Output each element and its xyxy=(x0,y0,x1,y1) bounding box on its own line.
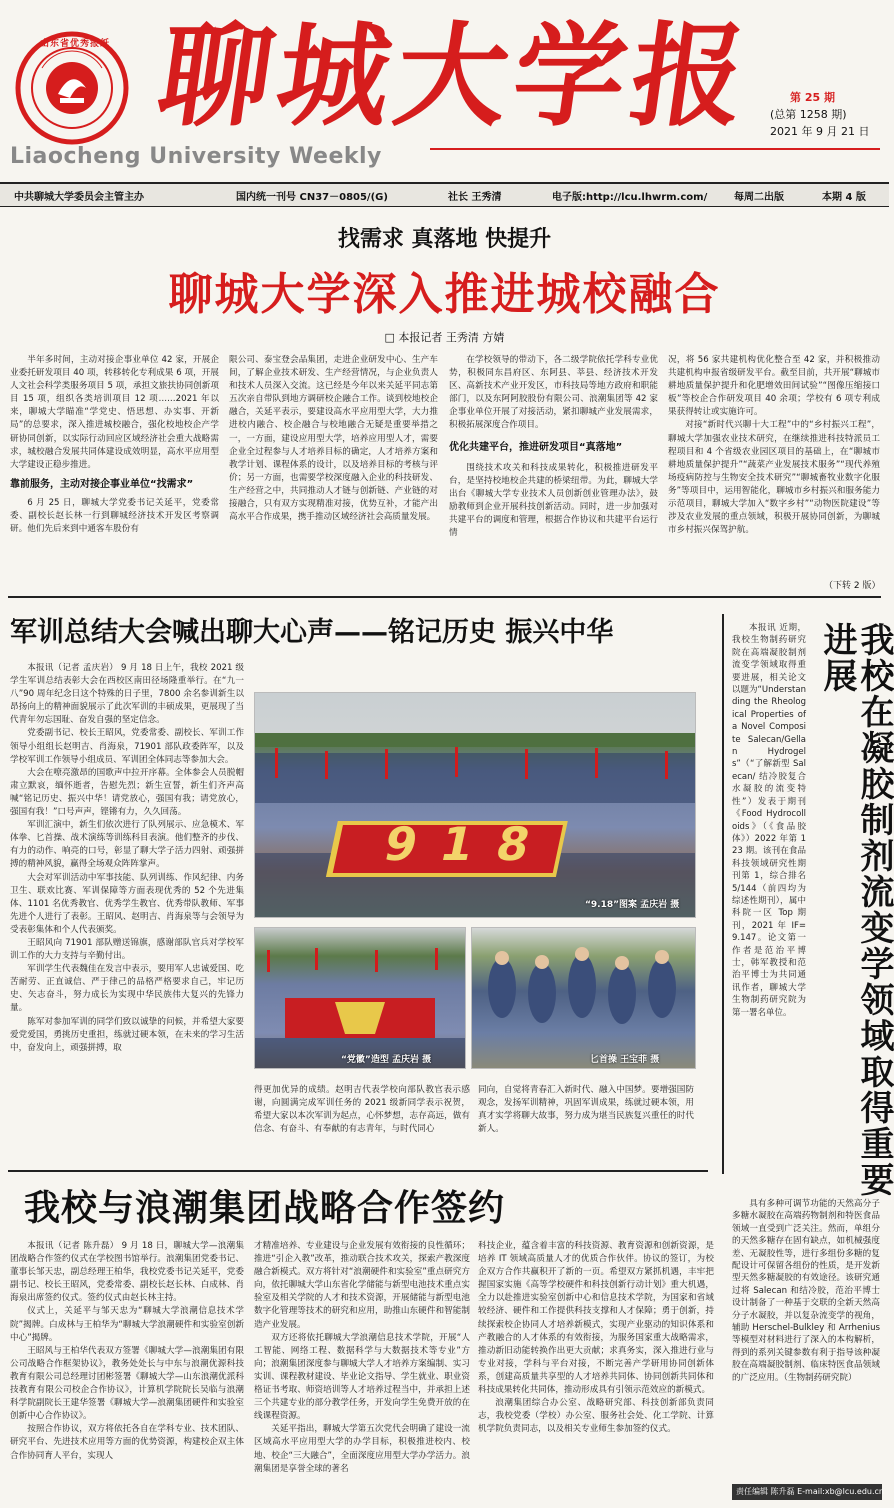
page-count: 本期 4 版 xyxy=(822,192,866,203)
sidebar-col-2 xyxy=(732,1198,880,1468)
sidebar-col-1 xyxy=(732,622,806,1192)
lead-col4-para: 况，将 56 家共建机构优化整合至 42 家，并积极推动共建机构申报省级研发平台。截至目前，共开展“聊城市耕地质量保护提升和化肥增效田间试验”“图像压缩接口板”等校企合作研发项目 40 余项；学校有 6 项专利成果获得转让或实施许可。 xyxy=(668,355,880,418)
lead-subhead-2: 优化共建平台，推进研发项目“真落地” xyxy=(449,441,623,453)
lead-col-3 xyxy=(449,354,658,594)
lead-continue: （下转 2 版） xyxy=(824,581,881,591)
military-col2-para: 得更加优异的成绩。赵明吉代表学校向部队教官表示感谢，向圆满完成军训任务的 2021 级新同学表示祝贺，希望大家以本次军训为起点，心怀梦想，志存高远，做有信念、有奋斗、有奉献的有志青年，与时代同心 xyxy=(254,1085,470,1135)
lead-byline: □ 本报记者 王秀清 方婧 xyxy=(384,331,505,344)
inspur-col-1 xyxy=(10,1240,244,1502)
photo3-caption: 匕首操 王宝菲 摄 xyxy=(590,1055,660,1065)
military-col-1 xyxy=(10,662,244,1156)
inspur-col-3 xyxy=(478,1240,714,1502)
photo-dagger-drill xyxy=(471,927,696,1069)
president: 社长 王秀清 xyxy=(448,192,502,203)
military-col3-para: 同向，自觉将青春汇入新时代、融入中国梦。要增强国防观念，发扬军训精神，巩固军训成果，练就过硬本领，用真才实学将聊大故事，努力成为堪当民族复兴重任的时代新人。 xyxy=(478,1085,694,1135)
masthead-english: Liaocheng University Weekly xyxy=(10,144,382,169)
military-col-3 xyxy=(478,1084,694,1164)
inspur-col2-p2: 双方还将依托聊城大学浪潮信息技术学院，开展“人工智能、网络工程、数据科学与大数据技术等专业”方向；浪潮集团深度参与聊城大学人才培养方案编制、实习实训、课程教材建设、毕业论文指导、学生就业、职业资格证书考取、师资培训等人才培养过程当中，并承担上述三个共建专业的部分教学任务，开发向学生免费开放的在线课程资源。 xyxy=(254,1332,470,1422)
lead-col4b-para: 对接“新时代兴聊十大工程”中的“乡村振兴工程”，聊城大学加强农业技术研究，在继续推进科技特派员工程项目和 4 个省级农业园区项目的基础上，在“聊城市耕地质量保护提升”“蔬菜产业发展技术服务”“现代养殖场疫病防控与生物安全技术研究”“聊城畜牧业数字化服务”等项目中，运用智能化，聊城市乡村振兴和服务能力示范项目，聊城大学加入“数字乡村”“动物医院建设”等涉及农业发展的重点领域，积极开展协同创新，为聊城市乡村振兴保驾护航。 xyxy=(668,420,880,536)
info-bar xyxy=(0,182,889,207)
lead-col1-para: 半年多时间，主动对接企事业单位 42 家，开展企业委托研发项目 40 项，转移转化专利成果 6 项，开展人文社会科学类服务项目 5 项，承担文旅扶协同创新项目 15 项，组织各类培训项目 12 项……2021 年以来，聊城大学瞄准“学党史、悟思想、办实事、开新局”的总要求，深入推进城校融合，强化校地校企产学研协同创新，以实际行动回应区域经济社会重大战略需求，城校融合发展共同体建设成效明显，高水平应用型大学建设正稳步推进。 xyxy=(10,355,219,470)
military-headline: 军训总结大会喊出聊大心声——铭记历史 振兴中华 xyxy=(10,617,614,648)
military-divider xyxy=(8,1170,708,1172)
website-link[interactable]: 电子版:http://lcu.lhwrm.com/ xyxy=(552,192,708,203)
military-p2: 党委副书记、校长王昭风，党委常委、副校长、军训工作领导小组组长赵明吉、肖海泉，71901 部队政委阵军，以及学校军训工作领导小组成员、军训团全体同志等参加大会。 xyxy=(10,728,244,765)
frequency: 每周二出版 xyxy=(734,192,784,203)
inspur-col-2 xyxy=(254,1240,470,1502)
photo1-caption: “9.18”图案 孟庆岩 摄 xyxy=(585,900,680,910)
photo2-caption: “党徽”造型 孟庆岩 摄 xyxy=(341,1055,432,1065)
inspur-col2-p3: 关延平指出，聊城大学第五次党代会明确了建设一流区域高水平应用型大学的办学目标，积极推进校内、校地、校企“三大融合”，全面深度应用型大学办学活力。浪潮集团是享誉全球的著名 xyxy=(254,1424,470,1474)
military-p5: 大会对军训活动中军事技能、队列训练、作风纪律、内务卫生、联欢比赛、军训保障等方面表现优秀的 52 个先进集体、1101 名优秀教官、优秀学生教官、优秀带队教师、军事先进个人进行了表彰。王昭风、赵明吉、肖海泉等与会领导为受表彰集体和个人代表颁奖。 xyxy=(10,872,244,935)
sidebar-headline-text: 我校在凝胶制剂流变学领域取得重要进展 xyxy=(817,622,894,1198)
lead-subhead-1: 靠前服务，主动对接企事业单位“找需求” xyxy=(10,478,194,490)
inspur-col2-p1: 才精准培养、专业建设与企业发展有效衔接的良性循环；推进“引企入教”改革，推动联合技术攻关，探索产教深度融合新模式。双方将针对“浪潮硬件和实验室”重点研究方向，依托聊城大学山东省化学储能与新型电池技术重点实验室及相关学院的人才和技术资源，开展储能与新型电池数字化管理等技术的研究和应用，助推山东硬件和智能制造产业发展。 xyxy=(254,1241,470,1330)
lead-col-4 xyxy=(668,354,880,576)
issue-date: 2021 年 9 月 21 日 xyxy=(770,125,870,138)
military-p1: 本报讯（记者 孟庆岩） 9 月 18 日上午，我校 2021 级学生军训总结表彰大会在西校区南田径场隆重举行。在“九一八”90 周年纪念日这个特殊的日子里，7800 余名参训新生以昂扬向上的精神面貌展示了此次军训的丰硕成果，更展现了当代青年勿忘国耻、奋发自强的坚定信念。 xyxy=(10,663,244,726)
masthead-title: 聊城大学报 xyxy=(150,11,760,142)
seal-text: 山东省优秀报纸 xyxy=(40,39,111,49)
inspur-p4: 按照合作协议，双方将依托各自在学科专业、技术团队、研究平台、先进技术应用等方面的优势资源，构建校企双主体合作协同育人平台，实现人 xyxy=(10,1424,244,1461)
lead-col1b-para: 6 月 25 日，聊城大学党委书记关延平，党委常委、副校长赵长林一行到聊城经济技术开发区考察调研。他们先后来到中通客车股份有 xyxy=(10,497,219,535)
masthead-rule xyxy=(430,148,880,150)
military-p8: 陈军对参加军训的同学们致以诚挚的问候，并希望大家要爱党爱国，勇挑历史重担，练就过硬本领，在未来的学习生活中，奋发向上，顽强拼搏，取 xyxy=(10,1016,244,1053)
lead-col-1 xyxy=(10,354,219,594)
lead-col3-para: 在学校领导的带动下，各二级学院依托学科专业优势，积极同东昌府区、东阿县、莘县、经济技术开发区、高新技术产业开发区，市科技局等地方政府和职能部门，以及东阿阿胶股份有限公司、浪潮集团等 42 家企事业单位开展了对接活动，紧扣聊城产业发展需求，积极拓展深度合作项目。 xyxy=(449,355,658,431)
photo-party-emblem-formation xyxy=(254,927,466,1069)
issue-number: 第 25 期 xyxy=(790,91,835,104)
military-p6: 王昭风向 71901 部队赠送锦旗，感谢部队官兵对学校军训工作的大力支持与辛勤付出。 xyxy=(10,937,244,962)
military-p4: 军训汇演中，新生们依次进行了队列展示、应急模术、军体拳、匕首操、战术演练等训练科目表演。他们整齐的步伐、有力的动作、响亮的口号，彰显了聊大学子活力四射、顽强拼搏的精神风貌，赢得全场观众阵阵掌声。 xyxy=(10,820,244,870)
editor-footer-text: 责任编辑 陈升磊 E-mail:xb@lcu.edu.cn xyxy=(736,1487,884,1496)
lead-divider xyxy=(8,596,881,598)
inspur-p3: 王昭风与王柏华代表双方签署《聊城大学—浪潮集团有限公司战略合作框架协议》，教务处处长与中东与浪潮优源科技教育有限公司总经理讨团彬签署《聊城大学—山东浪潮优派科技教育有限公司校企合作协议》，计算机学院院长吴临与浪潮科学院副院长王建华签署《聊城大学—浪潮集团硬件和实验室创新中心合作协议》。 xyxy=(10,1345,244,1422)
editor-footer xyxy=(732,1484,882,1500)
lead-headline: 聊城大学深入推进城校融合 xyxy=(168,269,721,320)
sidebar-rule-left xyxy=(722,614,724,1174)
military-p3: 大会在嘹亮激昂的国歌声中拉开序幕。全体参会人员脱帽肃立默哀，缅怀逝者，告慰先烈；新生宣誓，新生们齐声高喊“铭记历史、振兴中华！请党放心，强国有我；请党放心，强国有我！”口号声声，铿锵有力，久久回荡。 xyxy=(10,767,244,818)
photo1-918-text: 918 xyxy=(379,817,559,871)
inspur-p1: 本报讯（记者 陈升磊） 9 月 18 日，聊城大学—浪潮集团战略合作签约仪式在学校图书馆举行。浪潮集团党委书记、董事长邹天忠，副总经理王柏华，我校党委书记关延平，党委副书记、校长王昭风，党委常委、副校长赵长林、白成林、肖海泉出席签约仪式。签约仪式由赵长林主持。 xyxy=(10,1241,244,1304)
sidebar-headline xyxy=(817,622,894,1212)
inspur-p2: 仪式上，关延平与邹天忠为“聊城大学浪潮信息技术学院”揭牌。白成林与王柏华为“聊城大学浪潮硬件和实验室创新中心”揭牌。 xyxy=(10,1306,244,1343)
lead-col-2 xyxy=(229,354,438,594)
sidebar-col1-para: 本报讯 近期，我校生物制药研究院在高端凝胶制剂流变学领域取得重要进展，相关论文以题为“Understanding the Rheological Properties of a Novel Composite Salecan/Gellan Hydrogels”（“了解新型 Salecan/ 结冷胶复合水凝胶的流变特性”）发表于期刊《Food Hydrocolloids》（《食品胶体》）2022 年第 123 期。该刊在食品科技领域研究性期刊第 1，综合排名 5/144（前四均为综述性期刊），属中科院一区 Top 期刊，2021 年 IF=9.147。论文第一作者是范治平博士，韩军教授和范治平博士为共同通讯作者，聊城大学生物制药研究院为第一署名单位。 xyxy=(732,623,806,1018)
sponsor: 中共聊城大学委员会主管主办 xyxy=(14,192,144,203)
lead-kicker: 找需求 真落地 快提升 xyxy=(337,226,552,252)
military-col-2 xyxy=(254,1084,470,1164)
military-p7: 军训学生代表魏佳在发言中表示，要用军人忠诚爱国、吃苦耐劳、正直诚信、严于律己的品格严格要求自己，牢记历史、矢志奋斗，努力成长为实现中华民族伟大复兴的先锋力量。 xyxy=(10,964,244,1014)
inspur-col3-p2: 浪潮集团综合办公室、战略研究部、科技创新部负责同志，我校党委（学校）办公室、服务社会处、化工学院、计算机学院负责同志，以及相关专业师生参加签约仪式。 xyxy=(478,1398,714,1435)
lead-col2-para: 限公司、泰宝登会品集团，走进企业研发中心、生产车间，了解企业技术研发、生产经营情况，与企业负责人和技术人员深入交流。这已经是今年以来关延平同志第五次亲自带队到地方调研校企融合工作。谈到校地校企融合，关延平表示，要建设高水平应用型大学，大力推进校内融合、校企融合与校地融合无疑是重要举措之一，一方面，建设应用型大学，培养应用型人才，需要企业全过程参与人才培养目标的确定，人才培养方案和教学计划、课程体系的设计，以及培养目标的考核与评价；另一方面，也需要学校深度融入企业的科技研发、生产经营之中，共同推动人才链与创新链、产业链的对接融合，只有双方实现精准对接，优势互补，才能产出高水平合作成果，携手推动区域经济社会高质量发展。 xyxy=(229,355,438,523)
inspur-col3-p1: 科技企业，蕴含着丰富的科技资源、教育资源和创新资源，是培养 IT 领域高质量人才的优质合作伙伴。协议的签订，为校企双方合作共赢积开了新的一页。希望双方紧抓机遇，丰牢把握国家实施《高等学校硬件和科技创新行动计划》重大机遇，全力以赴推进实验室创新中心和信息技术学院，为国家和省域较经济、硬件和工作提供科技支撑和人才保障；勇于创新，持续探索校企协同人才培养新模式，实现产业驱动的知识体系和产教融合的人才体系的有效衔接，为服务国家重大战略需求，推动新旧动能转换作出更大贡献；求真务实，深入推进行业与专业对接，学科与平台对接，不断完善产学研用协同创新体系，创建高质量共享型的人才培养共同体、协同创新共同体和科技成果转化共同体，推动形成具有引领示范效应的新模式。 xyxy=(478,1241,714,1396)
sidebar-col2-para: 具有多种可调节功能的天然高分子多糖水凝胶在高端药物制剂和特医食品领域一直受到广泛关注。然而，单组分的天然多糖存在固有缺点，如机械强度差、无凝胶性等，进行多组份多糖的复配设计可保留各组份的性质，是开发新型天然多糖凝胶的有效途径。该研究通过将 Salecan 和结冷胶，范治平博士设计制备了一种基于交联的全新天然高分子水凝胶，并以复杂流变学的视角，辅助 Herschel-Bulkley 和 Arrhenius 等模型对材料进行了深入的本构解析，得到的系列关键参数有利于指导该种凝胶在高端凝胶制剂、临床特医食品领域的广泛应用。（生物制药研究院） xyxy=(732,1199,880,1383)
cn-number: 国内统一刊号 CN37－0805/(G) xyxy=(236,192,388,203)
photo-918-formation xyxy=(254,692,696,918)
masthead xyxy=(0,0,889,182)
lead-col3b-para: 围绕技术攻关和科技成果转化，积极推进研发平台，是坚持校地校企共建的桥梁纽带。为此，聊城大学出台《聊城大学专业技术人员创新创业管理办法》，鼓励教师到企业开展科技创新活动。同时，进一步加强对共建平台的调度和管理，根据合作协议和共建平台运行情 xyxy=(449,462,658,539)
inspur-headline: 我校与浪潮集团战略合作签约 xyxy=(24,1188,506,1229)
total-issue: (总第 1258 期) xyxy=(770,108,847,121)
